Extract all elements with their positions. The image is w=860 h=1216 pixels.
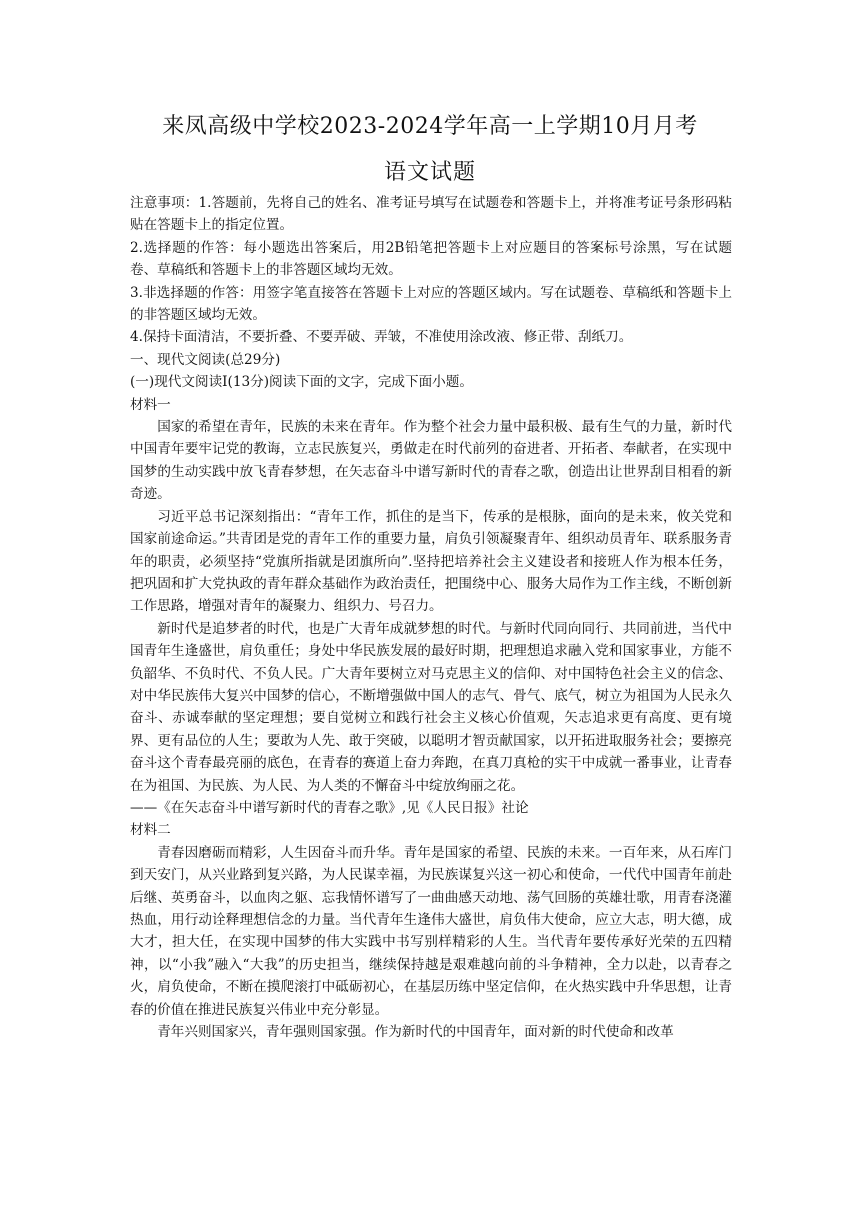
material-1-source: ——《在矢志奋斗中谱写新时代的青春之歌》,见《人民日报》社论 [130, 799, 529, 816]
exam-title: 来凤高级中学校2023-2024学年高一上学期10月月考 [162, 114, 698, 139]
exam-subtitle: 语文试题 [383, 160, 476, 185]
material-2-paragraph-1: 青春因磨砺而精彩，人生因奋斗而升华。青年是国家的希望、民族的未来。一百年来，从石库门到天安门，从兴业路到复兴路，为人民谋幸福，为民族谋复兴这一初心和使命，一代代中国青年前赴后继、英勇奋斗，以血肉之躯、忘我情怀谱写了一曲曲感天动地、荡气回肠的英雄壮歌，用青春浇灌热血，用行动诠释理想信念的力量。当代青年生逢伟大盛世，肩负伟大使命，应立大志，明大德，成大才，担大任，在实现中国梦的伟大实践中书写别样精彩的人生。当代青年要传承好光荣的五四精神，以“小我”融入“大我”的历史担当，继续保持越是艰难越向前的斗争精神，全力以赴，以青春之火，肩负使命，不断在摸爬滚打中砥砺初心，在基层历练中坚定信仰，在火热实践中升华思想，让青春的价值在推进民族复兴伟业中充分彰显。 [130, 844, 732, 1018]
material-1-paragraph-2: 习近平总书记深刻指出：“青年工作，抓住的是当下，传承的是根脉，面向的是未来，攸关党和国家前途命运。”共青团是党的青年工作的重要力量，肩负引领凝聚青年、组织动员青年、联系服务青年的职责，必须坚持“党旗所指就是团旗所向”.坚持把培养社会主义建设者和接班人作为根本任务，把巩固和扩大党执政的青年群众基础作为政治责任，把围绕中心、服务大局作为工作主线，不断创新工作思路，增强对青年的凝聚力、组织力、号召力。 [130, 508, 732, 615]
note-3: 3.非选择题的作答：用签字笔直接答在答题卡上对应的答题区域内。写在试题卷、草稿纸和答题卡上的非答题区域均无效。 [130, 284, 732, 324]
material-2-label: 材料二 [130, 822, 171, 839]
material-2-paragraph-2: 青年兴则国家兴，青年强则国家强。作为新时代的中国青年，面对新的时代使命和改革 [157, 1024, 674, 1041]
section-subheading: (一)现代文阅读Ⅰ(13分)阅读下面的文字，完成下面小题。 [130, 374, 473, 391]
exam-content [130, 192, 732, 1043]
section-heading: 一、现代文阅读(总29分) [130, 351, 281, 368]
material-1-paragraph-3: 新时代是追梦者的时代，也是广大青年成就梦想的时代。与新时代同向同行、共同前进，当代中国青年生逢盛世，肩负重任；身处中华民族发展的最好时期，把理想追求融入党和国家事业，方能不负韶华、不负时代、不负人民。广大青年要树立对马克思主义的信仰、对中国特色社会主义的信念、对中华民族伟大复兴中国梦的信心，不断增强做中国人的志气、骨气、底气，树立为祖国为人民永久奋斗、赤诚奉献的坚定理想；要自觉树立和践行社会主义核心价值观，矢志追求更有高度、更有境界、更有品位的人生；要敢为人先、敢于突破，以聪明才智贡献国家，以开拓进取服务社会；要擦亮奋斗这个青春最亮丽的底色，在青春的赛道上奋力奔跑，在真刀真枪的实干中成就一番事业，让青春在为祖国、为民族、为人民、为人类的不懈奋斗中绽放绚丽之花。 [130, 620, 732, 794]
note-1: 注意事项：1.答题前，先将自己的姓名、准考证号填写在试题卷和答题卡上，并将准考证号条形码粘贴在答题卡上的指定位置。 [130, 195, 732, 234]
note-2: 2.选择题的作答：每小题选出答案后，用2B铅笔把答题卡上对应题目的答案标号涂黑，写在试题卷、草稿纸和答题卡上的非答题区域均无效。 [130, 239, 732, 279]
material-1-paragraph-1: 国家的希望在青年，民族的未来在青年。作为整个社会力量中最积极、最有生气的力量，新时代中国青年要牢记党的教诲，立志民族复兴，勇做走在时代前列的奋进者、开拓者、奉献者，在实现中国梦的生动实践中放飞青春梦想，在矢志奋斗中谱写新时代的青春之歌，创造出让世界刮目相看的新奇迹。 [130, 419, 732, 503]
note-4: 4.保持卡面清洁，不要折叠、不要弄破、弄皱，不准使用涂改液、修正带、刮纸刀。 [130, 329, 633, 346]
material-1-label: 材料一 [130, 396, 171, 413]
